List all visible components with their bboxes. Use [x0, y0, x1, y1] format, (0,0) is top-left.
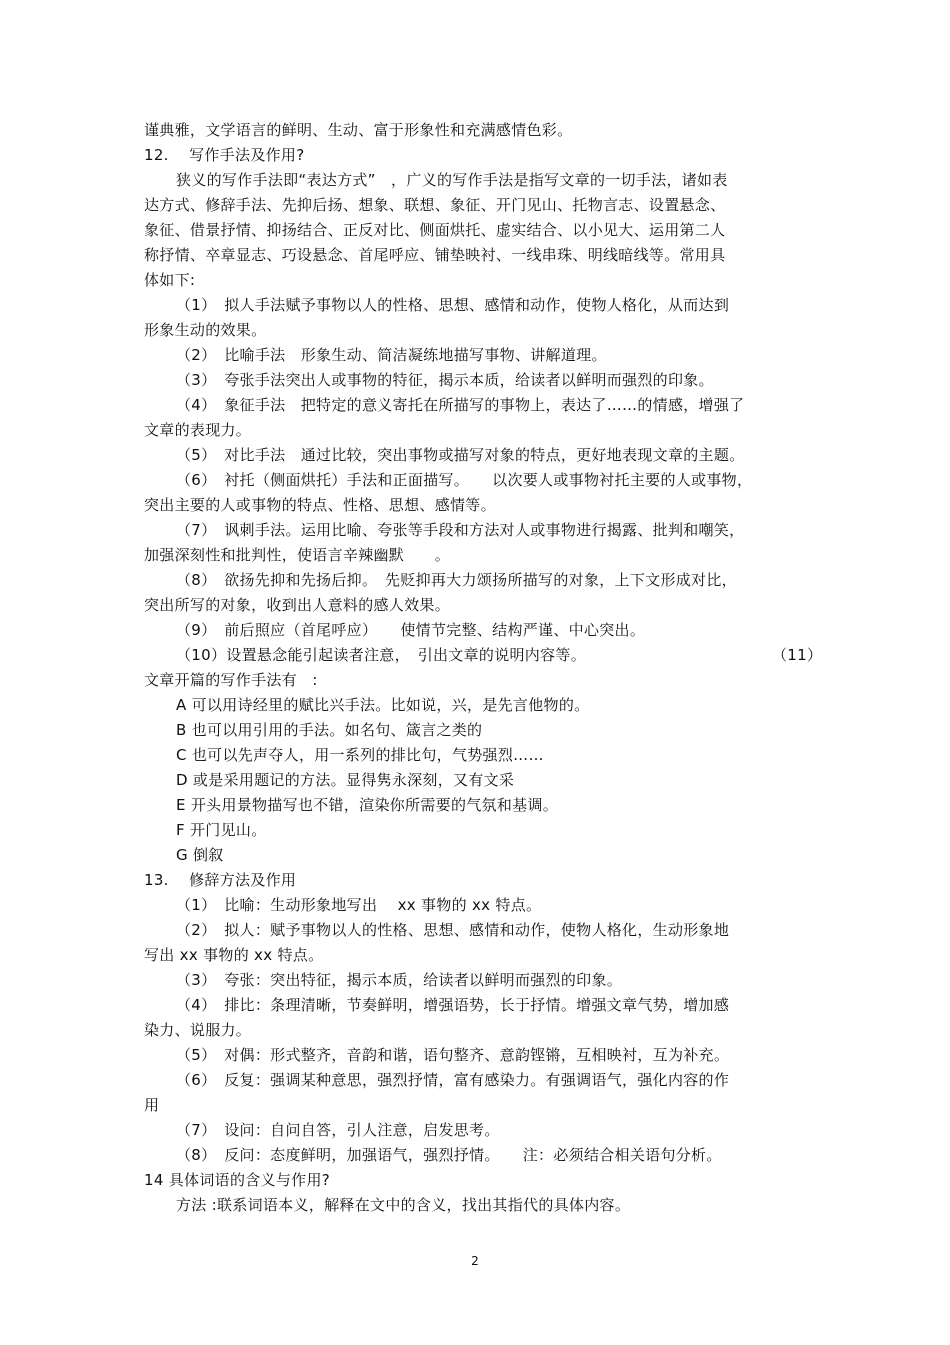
text-line: 用 — [144, 1096, 160, 1114]
text-line: 文章的表现力。 — [144, 421, 252, 439]
page-number: 2 — [471, 1254, 479, 1268]
section-heading: 12. 写作手法及作用? — [144, 146, 305, 164]
list-item: （5） 对比手法 通过比较，突出事物或描写对象的特点，更好地表现文章的主题。 — [176, 446, 745, 464]
list-item-number: （11） — [772, 646, 823, 664]
text-line: 文章开篇的写作手法有 : — [144, 671, 318, 689]
list-item: （5） 对偶：形式整齐，音韵和谐，语句整齐、意韵铿锵，互相映衬，互为补充。 — [176, 1046, 730, 1064]
text-line: 体如下: — [144, 271, 196, 289]
list-item: （3） 夸张手法突出人或事物的特征，揭示本质，给读者以鲜明而强烈的印象。 — [176, 371, 714, 389]
list-item: （1） 拟人手法赋予事物以人的性格、思想、感情和动作，使物人格化，从而达到 — [176, 296, 730, 314]
text-line: 突出主要的人或事物的特点、性格、思想、感情等。 — [144, 496, 496, 514]
text-line: 象征、借景抒情、抑扬结合、正反对比、侧面烘托、虚实结合、以小见大、运用第二人 — [144, 221, 726, 239]
text-line: 方法 :联系词语本义，解释在文中的含义，找出其指代的具体内容。 — [176, 1196, 631, 1214]
text-line: 形象生动的效果。 — [144, 321, 267, 339]
list-item: G 倒叙 — [176, 846, 224, 864]
list-item: （6） 反复：强调某种意思，强烈抒情，富有感染力。有强调语气，强化内容的作 — [176, 1071, 730, 1089]
list-item: （4） 象征手法 把特定的意义寄托在所描写的事物上，表达了……的情感，增强了 — [176, 396, 745, 414]
section-heading: 13. 修辞方法及作用 — [144, 871, 297, 889]
text-line: 突出所写的对象，收到出人意料的感人效果。 — [144, 596, 451, 614]
list-item: （4） 排比：条理清晰，节奏鲜明，增强语势，长于抒情。增强文章气势，增加感 — [176, 996, 730, 1014]
list-item: （1） 比喻：生动形象地写出 xx 事物的 xx 特点。 — [176, 896, 542, 914]
list-item: （2） 比喻手法 形象生动、简洁凝练地描写事物、讲解道理。 — [176, 346, 607, 364]
list-item: （3） 夸张：突出特征，揭示本质，给读者以鲜明而强烈的印象。 — [176, 971, 623, 989]
list-item: F 开门见山。 — [176, 821, 267, 839]
list-item: （9） 前后照应（首尾呼应） 使情节完整、结构严谨、中心突出。 — [176, 621, 646, 639]
list-item: D 或是采用题记的方法。显得隽永深刻，又有文采 — [176, 771, 515, 789]
list-item: （8） 反问：态度鲜明，加强语气，强烈抒情。 注：必须结合相关语句分析。 — [176, 1146, 722, 1164]
section-heading: 14 具体词语的含义与作用? — [144, 1171, 331, 1189]
text-line: 狭义的写作手法即“表达方式” ，广义的写作手法是指写文章的一切手法，诸如表 — [176, 171, 728, 189]
list-item: （7） 讽刺手法。运用比喻、夸张等手段和方法对人或事物进行揭露、批判和嘲笑， — [176, 521, 745, 539]
list-item: （2） 拟人：赋予事物以人的性格、思想、感情和动作，使物人格化，生动形象地 — [176, 921, 730, 939]
list-item: A 可以用诗经里的赋比兴手法。比如说，兴，是先言他物的。 — [176, 696, 590, 714]
text-line: 达方式、修辞手法、先抑后扬、想象、联想、象征、开门见山、托物言志、设置悬念、 — [144, 196, 726, 214]
text-line: 谨典雅，文学语言的鲜明、生动、富于形象性和充满感情色彩。 — [144, 121, 573, 139]
list-item: （7） 设问：自问自答，引人注意，启发思考。 — [176, 1121, 500, 1139]
list-item: C 也可以先声夺人，用一系列的排比句，气势强烈…… — [176, 746, 544, 764]
list-item: E 开头用景物描写也不错，渲染你所需要的气氛和基调。 — [176, 796, 559, 814]
list-item: （6） 衬托（侧面烘托）手法和正面描写。 以次要人或事物衬托主要的人或事物， — [176, 471, 753, 489]
list-item: （8） 欲扬先抑和先扬后抑。 先贬抑再大力颂扬所描写的对象，上下文形成对比， — [176, 571, 737, 589]
text-line: 加强深刻性和批判性，使语言辛辣幽默 。 — [144, 546, 451, 564]
text-line: 写出 xx 事物的 xx 特点。 — [144, 946, 324, 964]
list-item: B 也可以用引用的手法。如名句、箴言之类的 — [176, 721, 483, 739]
text-line: 称抒情、卒章显志、巧设悬念、首尾呼应、铺垫映衬、一线串珠、明线暗线等。常用具 — [144, 246, 726, 264]
text-line: 染力、说服力。 — [144, 1021, 252, 1039]
list-item: （10）设置悬念能引起读者注意， 引出文章的说明内容等。 — [176, 646, 586, 664]
